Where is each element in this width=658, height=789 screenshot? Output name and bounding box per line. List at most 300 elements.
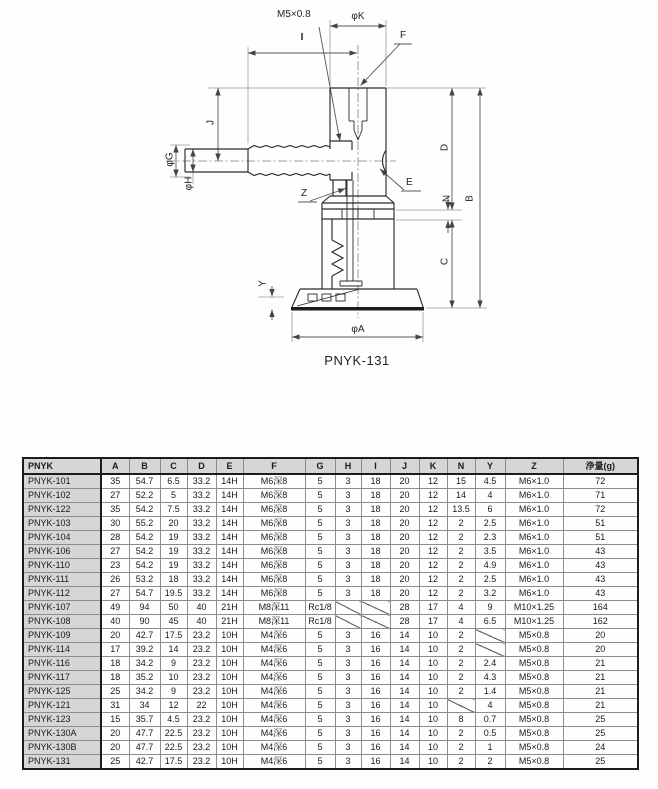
value-cell: 2.3 [475, 531, 505, 545]
value-cell: M6深8 [243, 545, 305, 559]
table-row [23, 573, 638, 587]
value-cell: M6×1.0 [505, 573, 563, 587]
value-cell: 3 [335, 643, 361, 657]
value-cell: 162 [563, 615, 638, 629]
spec-table-wrap [22, 457, 637, 770]
value-cell: 20 [563, 643, 638, 657]
col-header-Z: Z [505, 458, 563, 474]
value-cell: 18 [361, 503, 390, 517]
table-row [23, 559, 638, 573]
value-cell: 54.2 [129, 531, 160, 545]
value-cell: 40 [187, 615, 216, 629]
value-cell: 4 [447, 601, 475, 615]
value-cell: 5 [305, 503, 335, 517]
table-row [23, 727, 638, 741]
value-cell: 1 [475, 741, 505, 755]
value-cell: 10H [216, 755, 243, 770]
value-cell: 94 [129, 601, 160, 615]
empty-cell-slash [361, 601, 390, 615]
value-cell: 0.7 [475, 713, 505, 727]
value-cell: 16 [361, 741, 390, 755]
value-cell: 2 [447, 587, 475, 601]
value-cell: 51 [563, 517, 638, 531]
value-cell: 51 [563, 531, 638, 545]
value-cell: 18 [160, 573, 187, 587]
value-cell: 10H [216, 699, 243, 713]
value-cell: 14H [216, 559, 243, 573]
table-row [23, 685, 638, 699]
value-cell: 4 [475, 489, 505, 503]
value-cell: 10 [419, 685, 447, 699]
value-cell: 6.5 [475, 615, 505, 629]
value-cell: 27 [101, 545, 129, 559]
value-cell: 18 [101, 657, 129, 671]
value-cell: 14 [390, 629, 419, 643]
value-cell: 18 [361, 559, 390, 573]
value-cell: 14 [390, 671, 419, 685]
empty-cell-slash [475, 629, 505, 643]
value-cell: 17 [101, 643, 129, 657]
value-cell: M5×0.8 [505, 755, 563, 770]
value-cell: 10 [160, 671, 187, 685]
value-cell: 20 [390, 489, 419, 503]
value-cell: 20 [101, 629, 129, 643]
dimension-lines [176, 26, 480, 337]
value-cell: 72 [563, 503, 638, 517]
value-cell: 33.2 [187, 587, 216, 601]
value-cell: M6×1.0 [505, 489, 563, 503]
table-row [23, 587, 638, 601]
table-row [23, 489, 638, 503]
value-cell: 23.2 [187, 629, 216, 643]
value-cell: 14H [216, 503, 243, 517]
value-cell: 21 [563, 671, 638, 685]
value-cell: 14H [216, 531, 243, 545]
value-cell: 3 [335, 545, 361, 559]
value-cell: 23.2 [187, 727, 216, 741]
value-cell: 10H [216, 643, 243, 657]
value-cell: M4深6 [243, 671, 305, 685]
value-cell: M4深6 [243, 629, 305, 643]
value-cell: 2 [447, 545, 475, 559]
value-cell: M4深6 [243, 741, 305, 755]
empty-cell-slash [447, 699, 475, 713]
value-cell: 10H [216, 685, 243, 699]
table-row [23, 545, 638, 559]
col-header-pnyk: PNYK [23, 458, 101, 474]
value-cell: 2 [447, 671, 475, 685]
label-c: C [439, 257, 451, 266]
value-cell: 10 [419, 727, 447, 741]
value-cell: 4.3 [475, 671, 505, 685]
value-cell: 2 [447, 573, 475, 587]
value-cell: 6 [475, 503, 505, 517]
value-cell: 23.2 [187, 657, 216, 671]
table-row [23, 643, 638, 657]
value-cell: 43 [563, 545, 638, 559]
value-cell: 2 [447, 727, 475, 741]
col-header-Y: Y [475, 458, 505, 474]
value-cell: 7.5 [160, 503, 187, 517]
value-cell: 10H [216, 657, 243, 671]
value-cell: 33.2 [187, 474, 216, 489]
table-row [23, 615, 638, 629]
value-cell: 5 [305, 531, 335, 545]
col-header-浄量(g): 浄量(g) [563, 458, 638, 474]
value-cell: 35.2 [129, 671, 160, 685]
value-cell: M6×1.0 [505, 587, 563, 601]
table-row [23, 755, 638, 770]
value-cell: 52.2 [129, 489, 160, 503]
value-cell: 12 [419, 503, 447, 517]
value-cell: M4深6 [243, 657, 305, 671]
model-cell: PNYK-104 [23, 531, 101, 545]
value-cell: 18 [361, 517, 390, 531]
value-cell: 5 [305, 573, 335, 587]
value-cell: 23.2 [187, 685, 216, 699]
label-y: Y [257, 280, 269, 287]
col-header-F: F [243, 458, 305, 474]
value-cell: 39.2 [129, 643, 160, 657]
value-cell: 23.2 [187, 671, 216, 685]
value-cell: 164 [563, 601, 638, 615]
value-cell: 49 [101, 601, 129, 615]
drawing-caption: PNYK-131 [324, 353, 390, 368]
value-cell: 10 [419, 699, 447, 713]
value-cell: 10 [419, 657, 447, 671]
value-cell: 5 [305, 699, 335, 713]
value-cell: 16 [361, 755, 390, 770]
value-cell: 16 [361, 713, 390, 727]
pad-lip-edge [291, 307, 424, 311]
empty-cell-slash [475, 643, 505, 657]
col-header-K: K [419, 458, 447, 474]
value-cell: 12 [419, 545, 447, 559]
value-cell: 21H [216, 615, 243, 629]
value-cell: M4深6 [243, 699, 305, 713]
value-cell: 26 [101, 573, 129, 587]
value-cell: 12 [419, 517, 447, 531]
value-cell: 3 [335, 755, 361, 770]
value-cell: M6深8 [243, 559, 305, 573]
value-cell: 9 [475, 601, 505, 615]
value-cell: 9 [160, 657, 187, 671]
value-cell: M5×0.8 [505, 741, 563, 755]
model-cell: PNYK-123 [23, 713, 101, 727]
value-cell: 5 [305, 713, 335, 727]
value-cell: 5 [305, 517, 335, 531]
header-row [23, 458, 638, 474]
value-cell: M5×0.8 [505, 657, 563, 671]
value-cell: 3 [335, 657, 361, 671]
value-cell: 12 [160, 699, 187, 713]
value-cell: 20 [101, 727, 129, 741]
value-cell: 54.2 [129, 559, 160, 573]
value-cell: 3.2 [475, 587, 505, 601]
value-cell: 10H [216, 727, 243, 741]
value-cell: M6深8 [243, 503, 305, 517]
value-cell: 12 [419, 474, 447, 489]
value-cell: 25 [101, 755, 129, 770]
value-cell: 16 [361, 671, 390, 685]
value-cell: Rc1/8 [305, 615, 335, 629]
model-cell: PNYK-114 [23, 643, 101, 657]
value-cell: M5×0.8 [505, 671, 563, 685]
value-cell: 3 [335, 713, 361, 727]
value-cell: 90 [129, 615, 160, 629]
value-cell: 17.5 [160, 629, 187, 643]
value-cell: 5 [305, 657, 335, 671]
model-cell: PNYK-125 [23, 685, 101, 699]
value-cell: 5 [305, 741, 335, 755]
value-cell: 3 [335, 741, 361, 755]
label-e: E [406, 177, 413, 188]
value-cell: M6×1.0 [505, 474, 563, 489]
value-cell: 28 [101, 531, 129, 545]
value-cell: 18 [361, 573, 390, 587]
value-cell: 33.2 [187, 545, 216, 559]
value-cell: 4.5 [160, 713, 187, 727]
value-cell: 45 [160, 615, 187, 629]
value-cell: 14 [390, 643, 419, 657]
table-row [23, 671, 638, 685]
label-phi-g: φG [164, 152, 176, 167]
value-cell: 6.5 [160, 474, 187, 489]
value-cell: 27 [101, 489, 129, 503]
label-n: N [441, 194, 453, 203]
table-row [23, 474, 638, 489]
value-cell: 21 [563, 699, 638, 713]
value-cell: 20 [390, 573, 419, 587]
model-cell: PNYK-116 [23, 657, 101, 671]
value-cell: 14 [390, 713, 419, 727]
model-cell: PNYK-131 [23, 755, 101, 770]
value-cell: 10H [216, 713, 243, 727]
col-header-C: C [160, 458, 187, 474]
value-cell: 10 [419, 755, 447, 770]
model-cell: PNYK-111 [23, 573, 101, 587]
label-f: F [400, 30, 407, 41]
value-cell: M6深8 [243, 489, 305, 503]
value-cell: 12 [419, 559, 447, 573]
value-cell: 54.7 [129, 474, 160, 489]
value-cell: 18 [101, 671, 129, 685]
value-cell: M6×1.0 [505, 559, 563, 573]
value-cell: 19 [160, 559, 187, 573]
value-cell: 12 [419, 587, 447, 601]
value-cell: 10 [419, 643, 447, 657]
value-cell: M8深11 [243, 615, 305, 629]
value-cell: 3 [335, 685, 361, 699]
label-b: B [464, 195, 476, 202]
value-cell: 2 [447, 741, 475, 755]
value-cell: M6深8 [243, 531, 305, 545]
col-header-E: E [216, 458, 243, 474]
value-cell: 5 [305, 559, 335, 573]
value-cell: 21 [563, 685, 638, 699]
label-phi-h: φH [183, 176, 195, 191]
value-cell: 12 [419, 531, 447, 545]
value-cell: 4.9 [475, 559, 505, 573]
value-cell: 3 [335, 629, 361, 643]
model-cell: PNYK-106 [23, 545, 101, 559]
value-cell: 40 [187, 601, 216, 615]
value-cell: 3 [335, 587, 361, 601]
value-cell: 5 [305, 685, 335, 699]
value-cell: M5×0.8 [505, 643, 563, 657]
value-cell: 5 [305, 629, 335, 643]
value-cell: 14 [390, 727, 419, 741]
value-cell: 2 [447, 685, 475, 699]
model-cell: PNYK-117 [23, 671, 101, 685]
value-cell: 0.5 [475, 727, 505, 741]
value-cell: 20 [101, 741, 129, 755]
value-cell: 5 [305, 489, 335, 503]
value-cell: 3 [335, 699, 361, 713]
value-cell: 18 [361, 474, 390, 489]
value-cell: 3 [335, 559, 361, 573]
value-cell: 22 [187, 699, 216, 713]
value-cell: 30 [101, 517, 129, 531]
col-header-N: N [447, 458, 475, 474]
value-cell: 33.2 [187, 531, 216, 545]
col-header-I: I [361, 458, 390, 474]
value-cell: 3 [335, 517, 361, 531]
value-cell: 42.7 [129, 755, 160, 770]
value-cell: 54.2 [129, 503, 160, 517]
value-cell: 10H [216, 629, 243, 643]
value-cell: 2 [447, 643, 475, 657]
value-cell: 10 [419, 629, 447, 643]
value-cell: 5 [305, 755, 335, 770]
label-thread-m5: M5×0.8 [277, 9, 311, 20]
value-cell: 14 [390, 755, 419, 770]
value-cell: 15 [101, 713, 129, 727]
value-cell: M6×1.0 [505, 517, 563, 531]
value-cell: 15 [447, 474, 475, 489]
value-cell: 28 [390, 615, 419, 629]
label-j: J [205, 120, 217, 125]
value-cell: 22.5 [160, 727, 187, 741]
value-cell: 34 [129, 699, 160, 713]
value-cell: 5 [305, 474, 335, 489]
model-cell: PNYK-130B [23, 741, 101, 755]
table-row [23, 531, 638, 545]
label-z: Z [301, 188, 308, 199]
value-cell: 40 [101, 615, 129, 629]
value-cell: 43 [563, 559, 638, 573]
value-cell: 33.2 [187, 503, 216, 517]
model-cell: PNYK-130A [23, 727, 101, 741]
value-cell: 53.2 [129, 573, 160, 587]
value-cell: 23 [101, 559, 129, 573]
model-cell: PNYK-101 [23, 474, 101, 489]
value-cell: 25 [563, 727, 638, 741]
col-header-H: H [335, 458, 361, 474]
col-header-A: A [101, 458, 129, 474]
value-cell: 35 [101, 503, 129, 517]
value-cell: 23.2 [187, 755, 216, 770]
value-cell: 16 [361, 643, 390, 657]
value-cell: 25 [101, 685, 129, 699]
value-cell: 71 [563, 489, 638, 503]
value-cell: 3 [335, 727, 361, 741]
table-row [23, 629, 638, 643]
value-cell: 5 [160, 489, 187, 503]
model-cell: PNYK-102 [23, 489, 101, 503]
label-i: I [300, 32, 304, 43]
value-cell: 24 [563, 741, 638, 755]
value-cell: 2 [447, 629, 475, 643]
value-cell: M6深8 [243, 587, 305, 601]
empty-cell-slash [335, 615, 361, 629]
value-cell: M5×0.8 [505, 629, 563, 643]
table-row [23, 699, 638, 713]
table-row [23, 657, 638, 671]
value-cell: M5×0.8 [505, 727, 563, 741]
value-cell: 17.5 [160, 755, 187, 770]
table-row [23, 713, 638, 727]
value-cell: 18 [361, 545, 390, 559]
value-cell: 20 [160, 517, 187, 531]
value-cell: 14 [447, 489, 475, 503]
value-cell: 20 [563, 629, 638, 643]
model-cell: PNYK-109 [23, 629, 101, 643]
value-cell: 12 [419, 489, 447, 503]
col-header-B: B [129, 458, 160, 474]
value-cell: 10H [216, 741, 243, 755]
value-cell: 43 [563, 573, 638, 587]
value-cell: 14 [390, 741, 419, 755]
value-cell: 22.5 [160, 741, 187, 755]
label-d: D [439, 143, 451, 152]
value-cell: 20 [390, 559, 419, 573]
value-cell: 2 [447, 755, 475, 770]
value-cell: M10×1.25 [505, 601, 563, 615]
value-cell: 5 [305, 671, 335, 685]
value-cell: 4.5 [475, 474, 505, 489]
value-cell: 21H [216, 601, 243, 615]
value-cell: 31 [101, 699, 129, 713]
value-cell: M6深8 [243, 573, 305, 587]
col-header-J: J [390, 458, 419, 474]
value-cell: 2.4 [475, 657, 505, 671]
value-cell: 14 [390, 699, 419, 713]
value-cell: 25 [563, 713, 638, 727]
value-cell: M6×1.0 [505, 503, 563, 517]
value-cell: M8深11 [243, 601, 305, 615]
model-cell: PNYK-122 [23, 503, 101, 517]
value-cell: M4深6 [243, 643, 305, 657]
value-cell: 3 [335, 474, 361, 489]
value-cell: 28 [390, 601, 419, 615]
value-cell: 16 [361, 727, 390, 741]
value-cell: 1.4 [475, 685, 505, 699]
value-cell: 18 [361, 489, 390, 503]
label-phi-k: φK [351, 11, 365, 22]
model-cell: PNYK-108 [23, 615, 101, 629]
value-cell: 14H [216, 573, 243, 587]
value-cell: 2 [475, 755, 505, 770]
value-cell: 19 [160, 545, 187, 559]
model-cell: PNYK-112 [23, 587, 101, 601]
value-cell: 50 [160, 601, 187, 615]
value-cell: 14H [216, 474, 243, 489]
value-cell: 72 [563, 474, 638, 489]
empty-cell-slash [361, 615, 390, 629]
value-cell: 20 [390, 587, 419, 601]
value-cell: 16 [361, 657, 390, 671]
